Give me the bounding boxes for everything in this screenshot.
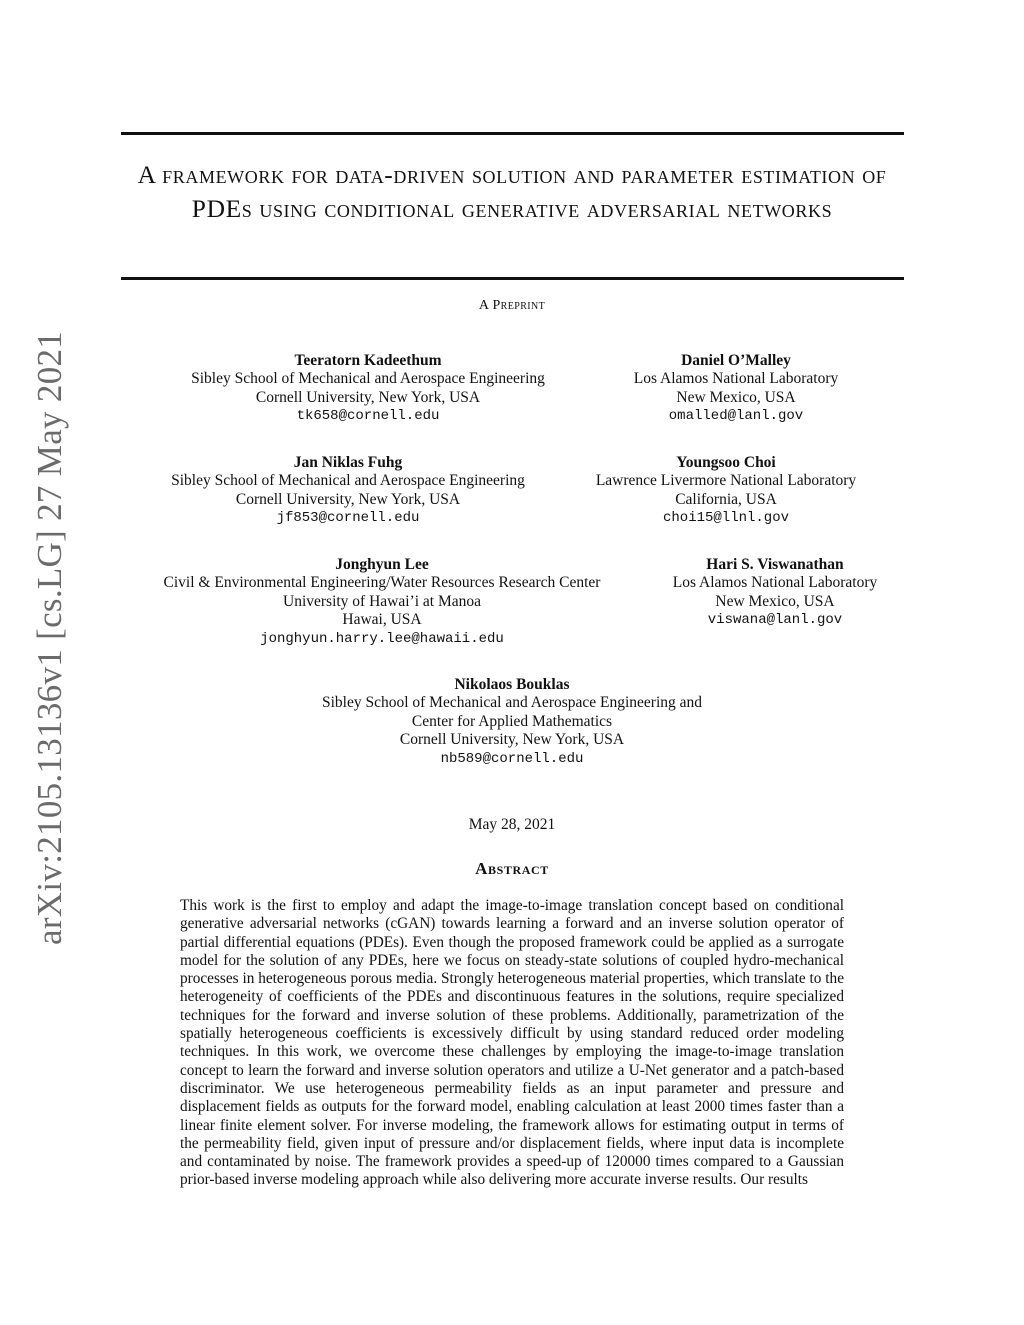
- author-name: Daniel O’Malley: [681, 352, 791, 369]
- author-affiliation: Sibley School of Mechanical and Aerospace Engineering: [191, 370, 545, 388]
- author-block: [132, 556, 632, 648]
- author-affiliation: California, USA: [675, 490, 777, 508]
- author-email[interactable]: nb589@cornell.edu: [440, 750, 584, 767]
- author-name: Youngsoo Choi: [676, 454, 776, 471]
- author-affiliation: New Mexico, USA: [715, 592, 835, 610]
- author-name: Nikolaos Bouklas: [454, 676, 570, 693]
- author-affiliation: Lawrence Livermore National Laboratory: [595, 472, 857, 490]
- arxiv-identifier-stamp: arXiv:2105.13136v1 [cs.LG] 27 May 2021: [30, 330, 69, 945]
- abstract-heading: Abstract: [475, 859, 549, 878]
- title-bottom-rule: [121, 277, 904, 280]
- author-block: [168, 352, 568, 426]
- author-affiliation: Cornell University, New York, USA: [399, 731, 625, 749]
- author-affiliation: Cornell University, New York, USA: [255, 388, 481, 406]
- author-name: Hari S. Viswanathan: [706, 556, 844, 573]
- author-email[interactable]: jonghyun.harry.lee@hawaii.edu: [260, 630, 504, 647]
- abstract-text: This work is the first to employ and adapt the image-to-image translation concept based on conditional generative adversarial networks (cGAN) towards learning a forward and an inverse solution operator of partial differential equations (PDEs). Even though the proposed framework could be applied as a surrogate model for the solution of any PDEs, here we focus on steady-state solutions of coupled hydro-mechanical processes in heterogeneous porous media. Strongly heterogeneous material properties, which translate to the heterogeneity of coefficients of the PDEs and discontinuous features in the solutions, require specialized techniques for the forward and inverse solution of these problems. Additionally, parametrization of the spatially heterogeneous coefficients is excessively difficult by using standard reduced order modeling techniques. In this work, we overcome these challenges by employing the image-to-image translation concept to learn the forward and inverse solution operators and utilize a U-Net generator and a patch-based discriminator. We use heterogeneous permeability fields as an input parameter and pressure and displacement fields as outputs for the forward model, enabling calculation at least 2000 times faster than a linear finite element solver. For inverse modeling, the framework allows for estimating output in terms of the permeability field, given input of pressure and/or displacement fields, where input data is incomplete and contaminated by noise. The framework provides a speed-up of 120000 times compared to a Gaussian prior-based inverse modeling approach while also delivering more accurate inverse results. Our results: [180, 897, 844, 1189]
- title-top-rule: [121, 132, 904, 135]
- author-email[interactable]: omalled@lanl.gov: [668, 408, 804, 425]
- author-affiliation: Los Alamos National Laboratory: [633, 370, 839, 388]
- author-block: [566, 454, 886, 528]
- author-block: [262, 676, 762, 768]
- author-affiliation: Hawai, USA: [342, 611, 422, 629]
- author-email[interactable]: jf853@cornell.edu: [276, 510, 420, 527]
- author-email[interactable]: tk658@cornell.edu: [296, 408, 440, 425]
- author-block: [148, 454, 548, 528]
- author-affiliation: Sibley School of Mechanical and Aerospace Engineering and: [321, 694, 703, 712]
- preprint-label: A Preprint: [478, 298, 546, 313]
- author-name: Jan Niklas Fuhg: [293, 454, 403, 471]
- author-affiliation: Los Alamos National Laboratory: [672, 574, 878, 592]
- author-name: Jonghyun Lee: [335, 556, 429, 573]
- author-affiliation: Civil & Environmental Engineering/Water Resources Research Center: [163, 574, 601, 592]
- author-name: Teeratorn Kadeethum: [294, 352, 442, 369]
- author-affiliation: University of Hawai’i at Manoa: [283, 592, 481, 610]
- author-email[interactable]: choi15@llnl.gov: [662, 510, 790, 527]
- publication-date: May 28, 2021: [468, 816, 556, 833]
- author-block: [596, 352, 876, 426]
- author-affiliation: Cornell University, New York, USA: [235, 490, 461, 508]
- paper-title: A framework for data-driven solution and parameter estimation of PDEs using conditional generative adversarial networks: [137, 160, 887, 223]
- author-affiliation: Sibley School of Mechanical and Aerospace Engineering: [171, 472, 525, 490]
- author-block: [635, 556, 915, 630]
- author-affiliation: Center for Applied Mathematics: [411, 712, 613, 730]
- author-email[interactable]: viswana@lanl.gov: [707, 612, 843, 629]
- author-affiliation: New Mexico, USA: [676, 388, 796, 406]
